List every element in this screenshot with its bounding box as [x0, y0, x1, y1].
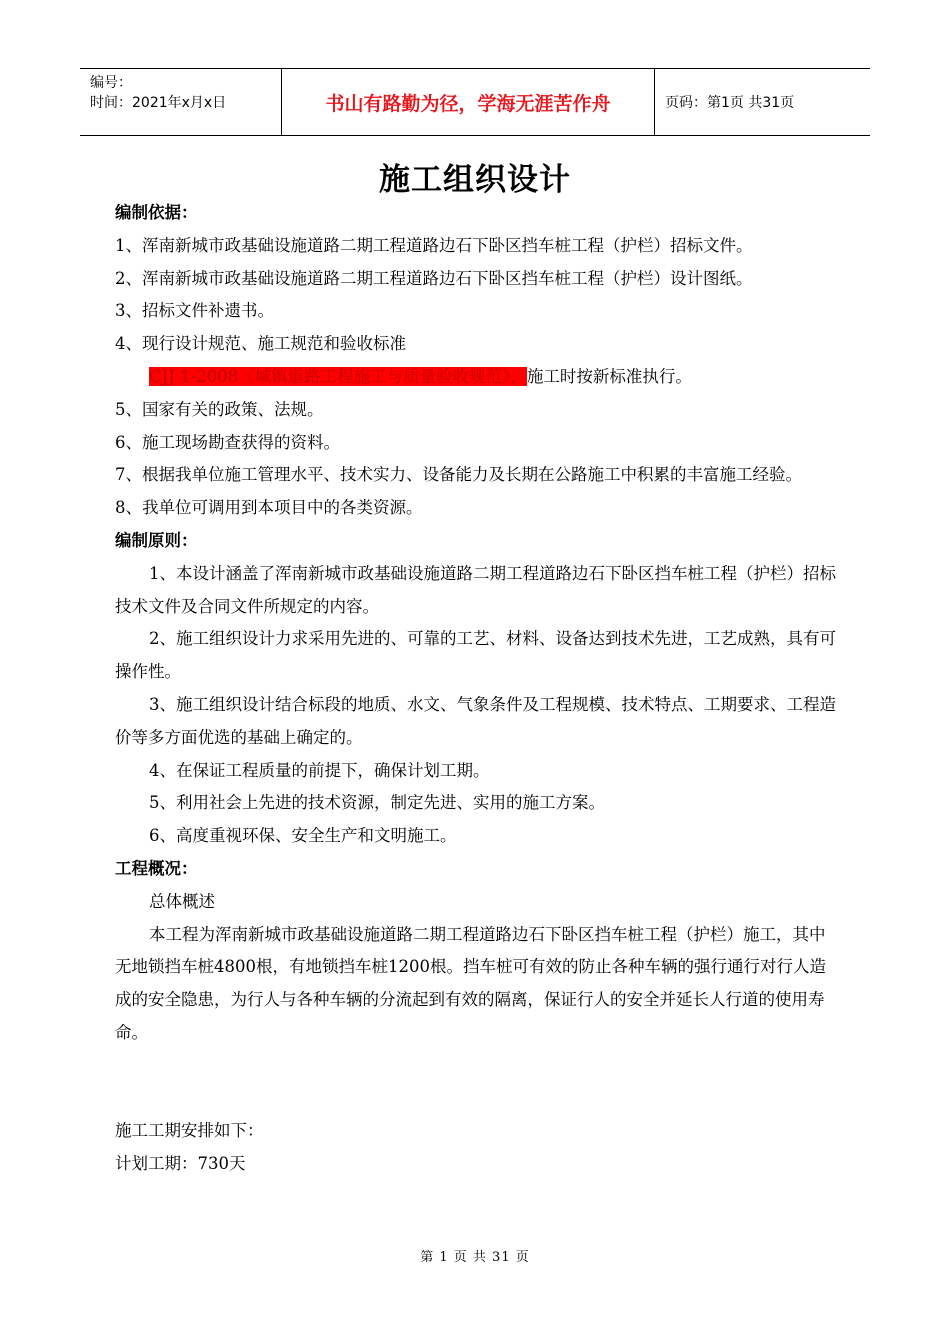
- basis-item: 2、浑南新城市政基础设施道路二期工程道路边石下卧区挡车桩工程（护栏）设计图纸。: [115, 268, 753, 288]
- overview-heading: 工程概况：: [115, 858, 198, 878]
- basis-item: 6、施工现场勘查获得的资料。: [115, 432, 340, 452]
- standard-line: [115, 361, 840, 394]
- principle-item: 3、施工组织设计结合标段的地质、水文、气象条件及工程规模、技术特点、工期要求、工程造价等多方面优选的基础上确定的。: [115, 694, 836, 747]
- time-label: 时间：2021年x月x日: [90, 95, 227, 111]
- header-meta-cell: [80, 69, 282, 135]
- standard-tail: 施工时按新标准执行。: [526, 366, 692, 386]
- principle-item: 4、在保证工程质量的前提下，确保计划工期。: [149, 760, 490, 780]
- schedule-planned: 计划工期：730天: [115, 1153, 246, 1173]
- highlighted-standard: CJJ 1-2008《城镇道路工程施工与质量验收规范》，: [149, 366, 527, 386]
- schedule-intro: 施工工期安排如下：: [115, 1120, 264, 1140]
- page-info-cell: [655, 69, 870, 135]
- basis-heading: 编制依据：: [115, 203, 198, 222]
- principle-item: 2、施工组织设计力求采用先进的、可靠的工艺、材料、设备达到技术先进，工艺成熟，具有可操作性。: [115, 629, 836, 682]
- principles-heading: 编制原则：: [115, 530, 198, 550]
- motto-cell: [282, 69, 655, 135]
- overview-paragraph: 本工程为浑南新城市政基础设施道路二期工程道路边石下卧区挡车桩工程（护栏）施工，其中无地锁挡车桩4800根，有地锁挡车桩1200根。挡车桩可有效的防止各种车辆的强行通行对行人造成的安全隐患，为行人与各种车辆的分流起到有效的隔离，保证行人的安全并延长人行道的使用寿命。: [115, 924, 826, 1042]
- number-label: 编号：: [90, 75, 132, 91]
- basis-item: 1、浑南新城市政基础设施道路二期工程道路边石下卧区挡车桩工程（护栏）招标文件。: [115, 235, 753, 255]
- header-table: [80, 68, 870, 136]
- principle-item: 1、本设计涵盖了浑南新城市政基础设施道路二期工程道路边石下卧区挡车桩工程（护栏）招标技术文件及合同文件所规定的内容。: [115, 563, 836, 616]
- page-title: 施工组织设计: [379, 162, 571, 198]
- basis-item: 4、现行设计规范、施工规范和验收标准: [115, 334, 406, 354]
- document-body: [115, 197, 840, 1180]
- basis-item: 7、根据我单位施工管理水平、技术实力、设备能力及长期在公路施工中积累的丰富施工经验。: [115, 465, 802, 485]
- basis-item: 8、我单位可调用到本项目中的各类资源。: [115, 498, 423, 518]
- basis-item: 3、招标文件补遗书。: [115, 301, 274, 321]
- spacer: [115, 1050, 840, 1115]
- principle-item: 6、高度重视环保、安全生产和文明施工。: [149, 826, 457, 846]
- overview-subheading: 总体概述: [149, 891, 215, 911]
- principle-item: 5、利用社会上先进的技术资源，制定先进、实用的施工方案。: [149, 793, 605, 813]
- page-footer: 第 1 页 共 31 页: [420, 1250, 530, 1265]
- page-info: 页码：第1页 共31页: [665, 95, 795, 111]
- motto-text: 书山有路勤为径，学海无涯苦作舟: [325, 92, 611, 115]
- basis-item: 5、国家有关的政策、法规。: [115, 399, 324, 419]
